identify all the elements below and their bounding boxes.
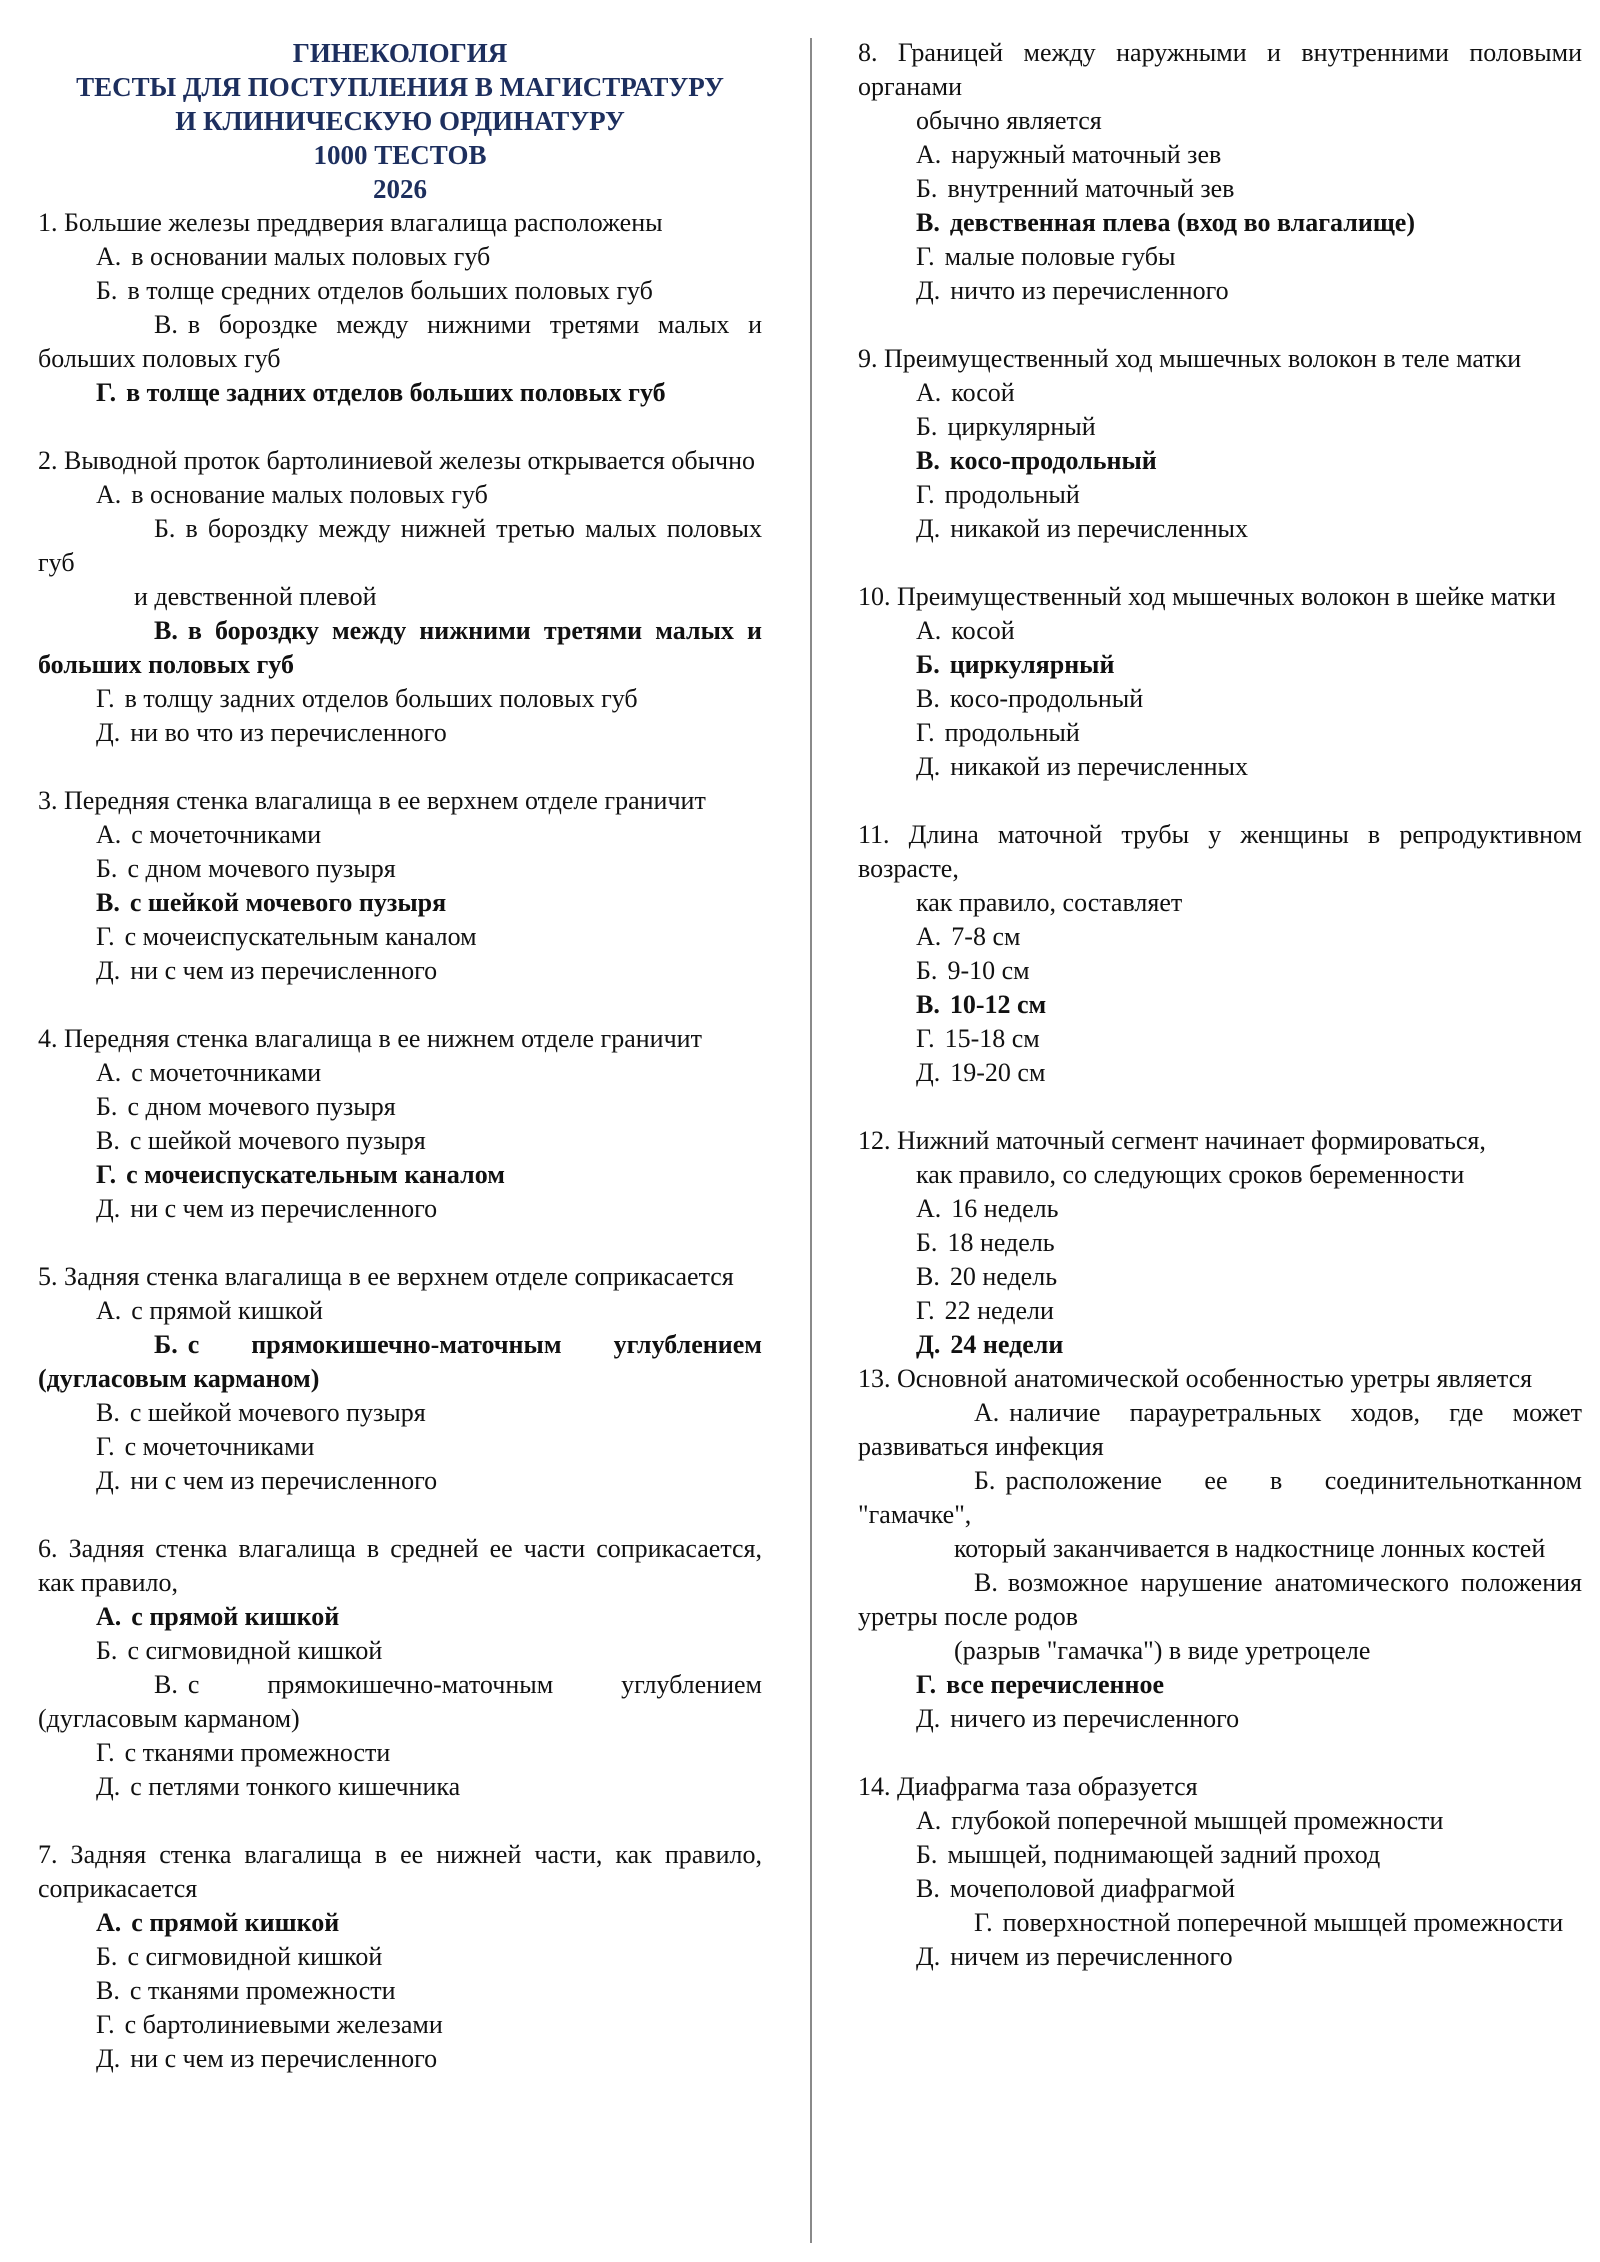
option-a: А. с прямой кишкой [96,1296,323,1325]
option-d-correct: Г. в толще задних отделов больших половых губ [96,378,666,407]
option-d-correct: Г. все перечисленное [916,1670,1165,1699]
question-stem: 8. Границей между наружными и внутренними половыми органами [858,38,1582,101]
option-e: Д. с петлями тонкого кишечника [96,1772,461,1801]
option-c: В. в бороздке между нижними третями малых и больших половых губ [38,310,762,373]
option-b: Б. с дном мочевого пузыря [96,854,396,883]
question-stem: 3. Передняя стенка влагалища в ее верхнем отделе граничит [38,786,706,815]
document-header [38,36,762,206]
question-stem-continuation: как правило, составляет [916,888,1183,917]
question-4 [38,1022,762,1226]
option-c-correct: В. с шейкой мочевого пузыря [96,888,447,917]
option-d: Г. в толщу задних отделов больших половых губ [96,684,638,713]
question-stem: 13. Основной анатомической особенностью уретры является [858,1364,1533,1393]
left-column [38,36,762,2076]
question-stem: 1. Большие железы преддверия влагалища расположены [38,208,663,237]
option-d: Г. 15-18 см [916,1024,1040,1053]
option-d: Г. с мочеиспускательным каналом [96,922,477,951]
option-d: Г. малые половые губы [916,242,1176,271]
question-stem: 9. Преимущественный ход мышечных волокон в теле матки [858,344,1522,373]
option-b: Б. 18 недель [916,1228,1055,1257]
option-c: В. возможное нарушение анатомического положения уретры после родов [858,1568,1582,1631]
option-e: Д. 19-20 см [916,1058,1046,1087]
header-subtitle-1: ТЕСТЫ ДЛЯ ПОСТУПЛЕНИЯ В МАГИСТРАТУРУ [76,72,724,102]
option-c: В. с шейкой мочевого пузыря [96,1398,426,1427]
option-b-correct: Б. циркулярный [916,650,1115,679]
header-test-count: 1000 ТЕСТОВ [313,140,487,170]
option-e-correct: Д. 24 недели [916,1330,1064,1359]
option-b-continuation: и девственной плевой [134,582,377,611]
option-a: А. наружный маточный зев [916,140,1222,169]
header-year: 2026 [373,174,427,204]
option-e: Д. ничего из перечисленного [916,1704,1240,1733]
question-10 [858,580,1582,784]
question-stem: 4. Передняя стенка влагалища в ее нижнем отделе граничит [38,1024,702,1053]
question-3 [38,784,762,988]
option-b: Б. внутренний маточный зев [916,174,1235,203]
question-14 [858,1770,1582,1974]
option-a-correct: А. с прямой кишкой [96,1602,340,1631]
option-b: Б. 9-10 см [916,956,1030,985]
question-stem: 10. Преимущественный ход мышечных волокон в шейке матки [858,582,1556,611]
option-e: Д. ни с чем из перечисленного [96,2044,438,2073]
option-d: Г. продольный [916,480,1080,509]
option-a: А. наличие парауретральных ходов, где может развиваться инфекция [858,1398,1582,1461]
question-1 [38,206,762,410]
question-7 [38,1838,762,2076]
option-e: Д. ничем из перечисленного [916,1942,1233,1971]
option-d: Г. с тканями промежности [96,1738,391,1767]
option-c-correct: В. косо-продольный [916,446,1157,475]
option-b-correct: Б. с прямокишечно-маточным углублением (дугласовым карманом) [38,1330,762,1393]
option-b: Б. циркулярный [916,412,1096,441]
option-e: Д. ни с чем из перечисленного [96,1466,438,1495]
column-divider [810,38,812,2243]
question-stem: 6. Задняя стенка влагалища в средней ее части соприкасается, как правило, [38,1534,762,1597]
option-c-correct: В. девственная плева (вход во влагалище) [916,208,1415,237]
question-stem: 12. Нижний маточный сегмент начинает формироваться, [858,1126,1486,1155]
question-stem-continuation: как правило, со следующих сроков беременности [916,1160,1465,1189]
option-b: Б. расположение ее в соединительнотканном "гамачке", [858,1466,1582,1529]
option-c: В. с шейкой мочевого пузыря [96,1126,426,1155]
option-a: А. с мочеточниками [96,820,322,849]
question-9 [858,342,1582,546]
option-c-correct: В. 10-12 см [916,990,1047,1019]
option-d: Г. 22 недели [916,1296,1054,1325]
option-d: Г. продольный [916,718,1080,747]
option-b: Б. мышцей, поднимающей задний проход [916,1840,1381,1869]
option-a: А. в основании малых половых губ [96,242,491,271]
option-a: А. 7-8 см [916,922,1021,951]
header-title: ГИНЕКОЛОГИЯ [292,38,508,68]
option-c-correct: В. в бороздку между нижними третями малых и больших половых губ [38,616,762,679]
option-b: Б. с сигмовидной кишкой [96,1636,383,1665]
question-13 [858,1362,1582,1736]
option-a: А. в основание малых половых губ [96,480,488,509]
question-stem: 11. Длина маточной трубы у женщины в репродуктивном возрасте, [858,820,1582,883]
option-d-correct: Г. с мочеиспускательным каналом [96,1160,505,1189]
option-b: Б. с сигмовидной кишкой [96,1942,383,1971]
question-2 [38,444,762,750]
question-8 [858,36,1582,308]
option-e: Д. ни с чем из перечисленного [96,956,438,985]
option-a: А. косой [916,616,1015,645]
option-d: Г. с мочеточниками [96,1432,315,1461]
option-e: Д. ни с чем из перечисленного [96,1194,438,1223]
question-11 [858,818,1582,1090]
option-c: В. с тканями промежности [96,1976,396,2005]
option-a: А. 16 недель [916,1194,1059,1223]
question-5 [38,1260,762,1498]
question-stem-continuation: обычно является [916,106,1102,135]
option-c: В. 20 недель [916,1262,1058,1291]
option-c-continuation: (разрыв "гамачка") в виде уретроцеле [954,1636,1371,1665]
question-stem: 2. Выводной проток бартолиниевой железы открывается обычно [38,446,756,475]
option-e: Д. никакой из перечисленных [916,752,1248,781]
header-subtitle-2: И КЛИНИЧЕСКУЮ ОРДИНАТУРУ [175,106,625,136]
right-column [858,36,1582,1974]
option-e: Д. никакой из перечисленных [916,514,1248,543]
question-6 [38,1532,762,1804]
option-c: В. мочеполовой диафрагмой [916,1874,1236,1903]
option-a-correct: А. с прямой кишкой [96,1908,340,1937]
question-12 [858,1124,1582,1362]
option-a: А. косой [916,378,1015,407]
option-d: Г. поверхностной поперечной мышцей промежности [974,1908,1564,1937]
option-a: А. с мочеточниками [96,1058,322,1087]
option-b: Б. в бороздку между нижней третью малых половых губ [38,514,762,577]
option-e: Д. ни во что из перечисленного [96,718,447,747]
option-b-continuation: который заканчивается в надкостнице лонных костей [954,1534,1546,1563]
option-c: В. с прямокишечно-маточным углублением (дугласовым карманом) [38,1670,762,1733]
question-stem: 7. Задняя стенка влагалища в ее нижней части, как правило, соприкасается [38,1840,762,1903]
option-b: Б. в толще средних отделов больших половых губ [96,276,653,305]
question-stem: 5. Задняя стенка влагалища в ее верхнем отделе соприкасается [38,1262,734,1291]
option-c: В. косо-продольный [916,684,1144,713]
option-e: Д. ничто из перечисленного [916,276,1229,305]
option-a: А. глубокой поперечной мышцей промежности [916,1806,1444,1835]
option-b: Б. с дном мочевого пузыря [96,1092,396,1121]
question-stem: 14. Диафрагма таза образуется [858,1772,1198,1801]
option-d: Г. с бартолиниевыми железами [96,2010,443,2039]
